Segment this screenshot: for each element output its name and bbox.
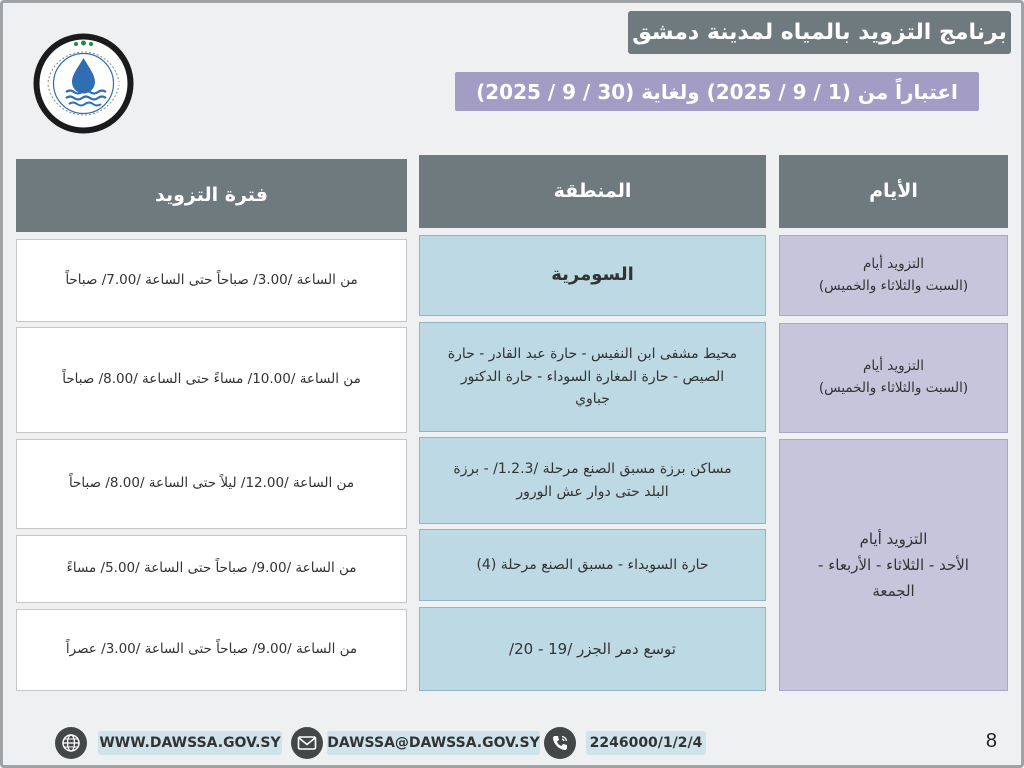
days-group-2 [779, 323, 1008, 433]
days-group-label: التزويد أيام [859, 529, 928, 548]
area-cell-4: حارة السويداء - مسبق الصنع مرحلة (4) [419, 529, 766, 601]
area-cell-2: محيط مشفى ابن النفيس - حارة عبد القادر - حارة الصيص - حارة المغارة السوداء - حارة الدكتور جباوي [419, 322, 766, 432]
days-group-days: (السبت والثلاثاء والخميس) [818, 277, 969, 294]
page-number: 8 [985, 730, 997, 752]
phone-icon [544, 727, 576, 759]
area-cell-3: مساكن برزة مسبق الصنع مرحلة /1.2.3/ - برزة البلد حتى دوار عش الورور [419, 437, 766, 524]
column-header-area: المنطقة [419, 155, 766, 228]
days-group-3 [779, 439, 1008, 691]
column-header-supply-period: فترة التزويد [16, 159, 407, 232]
globe-icon [55, 727, 87, 759]
days-group-1 [779, 235, 1008, 316]
supply-period-cell-1: من الساعة /3.00/ صباحاً حتى الساعة /7.00/ صباحاً [16, 239, 407, 322]
water-drop-logo-icon [32, 32, 135, 135]
mail-icon [291, 727, 323, 759]
phone-number[interactable]: 2246000/1/2/4 [586, 731, 706, 755]
area-cell-1: السومرية [419, 235, 766, 316]
column-header-days: الأيام [779, 155, 1008, 228]
supply-period-cell-3: من الساعة /12.00/ ليلاً حتى الساعة /8.00/ صباحاً [16, 439, 407, 529]
date-range-subtitle: اعتباراً من (1 / 9 / 2025) ولغاية (30 / 9 / 2025) [455, 72, 979, 111]
days-group-label: التزويد أيام [862, 255, 925, 272]
supply-period-cell-2: من الساعة /10.00/ مساءً حتى الساعة /8.00/ صباحاً [16, 327, 407, 433]
days-group-days: (السبت والثلاثاء والخميس) [818, 380, 969, 396]
email-link[interactable]: DAWSSA@DAWSSA.GOV.SY [327, 731, 540, 755]
supply-period-cell-5: من الساعة /9.00/ صباحاً حتى الساعة /3.00/ عصراً [16, 609, 407, 691]
days-group-days-cont: الجمعة [872, 582, 915, 601]
website-link[interactable]: WWW.DAWSSA.GOV.SY [98, 731, 282, 755]
supply-period-cell-4: من الساعة /9.00/ صباحاً حتى الساعة /5.00/ مساءً [16, 535, 407, 603]
page-title: برنامج التزويد بالمياه لمدينة دمشق [628, 11, 1011, 54]
days-group-days: الأحد - الثلاثاء - الأربعاء - [818, 555, 969, 574]
area-cell-5: توسع دمر الجزر /19 - 20/ [419, 607, 766, 691]
days-group-label: التزويد أيام [862, 358, 925, 375]
